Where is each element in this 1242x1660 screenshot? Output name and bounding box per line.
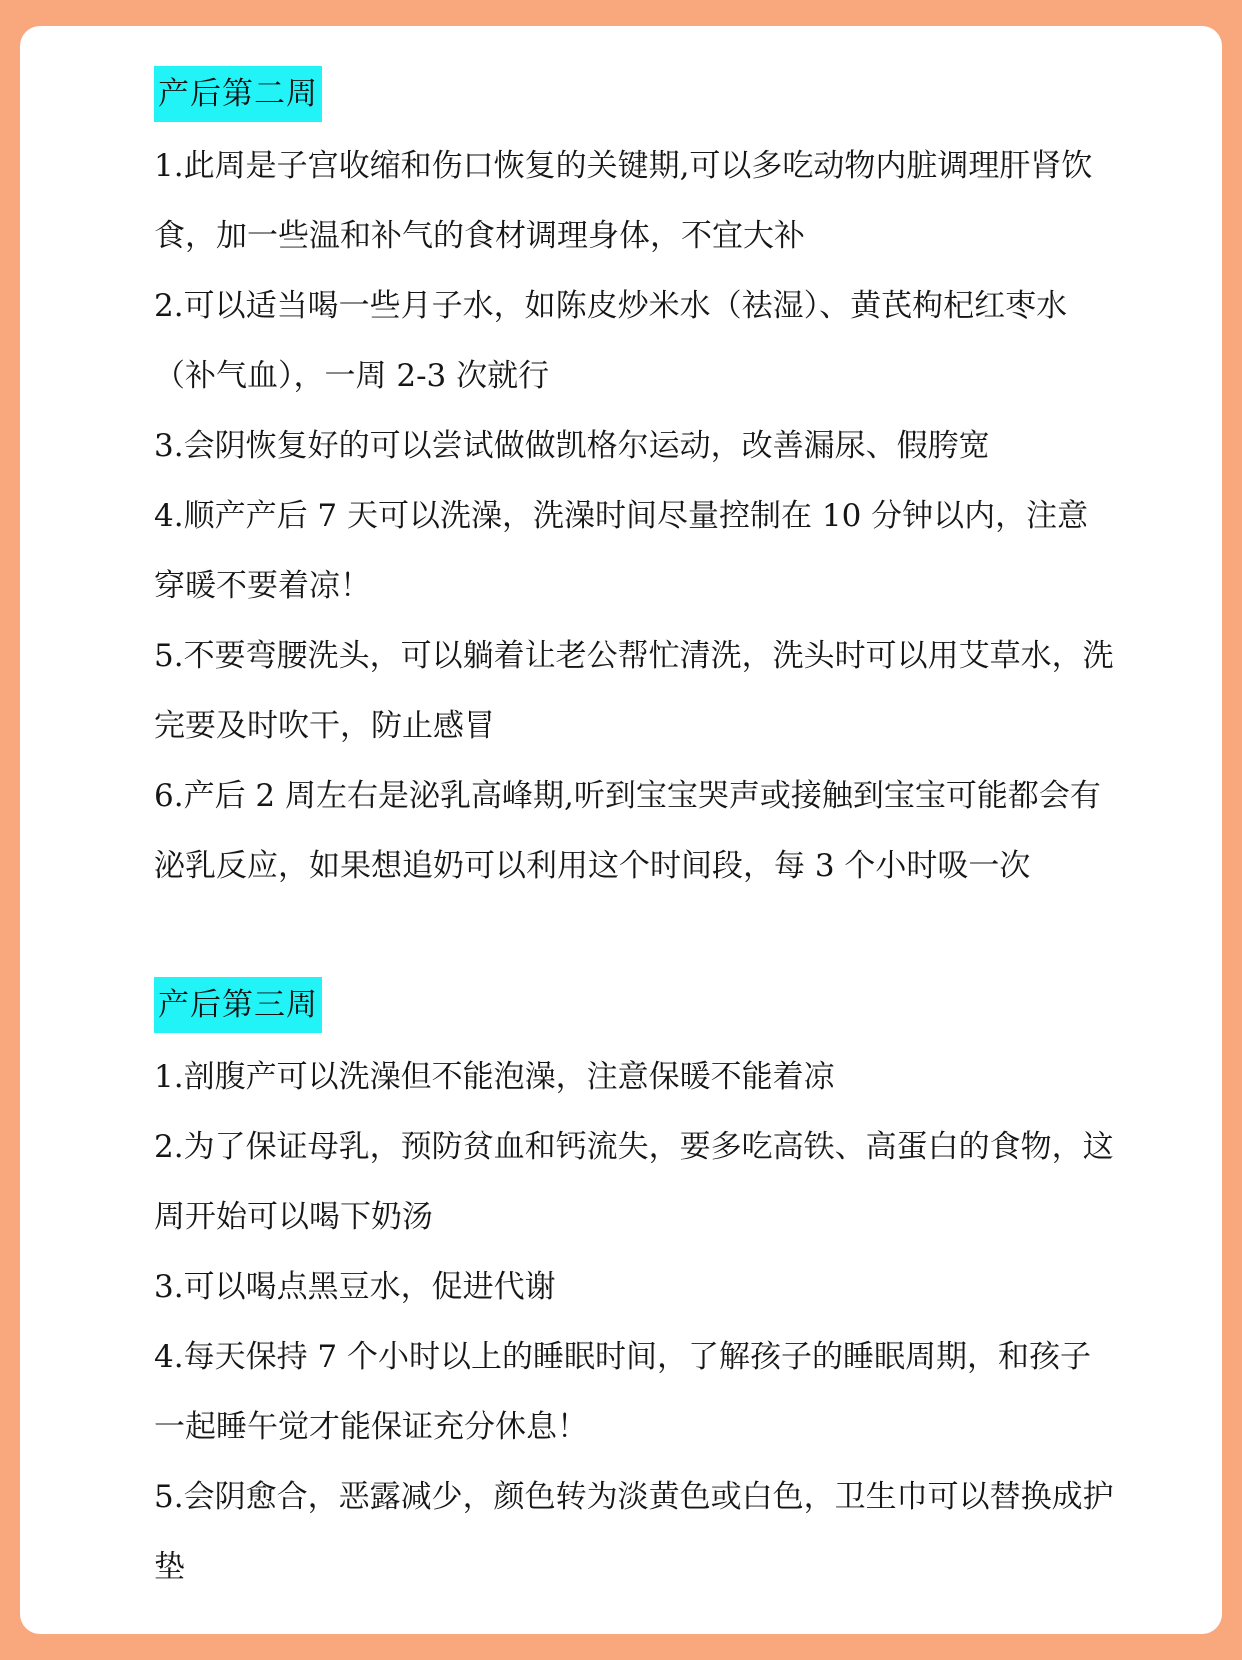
list-item: 5.会阴愈合，恶露减少，颜色转为淡黄色或白色，卫生巾可以替换成护垫 bbox=[154, 1479, 1114, 1585]
section-title: 产后第三周 bbox=[154, 977, 322, 1033]
list-item: 1.剖腹产可以洗澡但不能泡澡，注意保暖不能着凉 bbox=[154, 1059, 835, 1095]
list-item: 4.顺产产后 7 天可以洗澡，洗澡时间尽量控制在 10 分钟以内，注意穿暖不要着凉！ bbox=[154, 498, 1089, 604]
section-title: 产后第二周 bbox=[154, 66, 322, 122]
list-item: 2.可以适当喝一些月子水，如陈皮炒米水（祛湿）、黄芪枸杞红枣水（补气血），一周 2-3 次就行 bbox=[154, 288, 1068, 394]
section-week-two bbox=[154, 66, 1114, 901]
list-item: 3.可以喝点黑豆水，促进代谢 bbox=[154, 1269, 556, 1305]
list-item: 1.此周是子宫收缩和伤口恢复的关键期,可以多吃动物内脏调理肝肾饮食，加一些温和补气的食材调理身体，不宜大补 bbox=[154, 148, 1093, 254]
section-week-three bbox=[154, 977, 1114, 1602]
list-item: 3.会阴恢复好的可以尝试做做凯格尔运动，改善漏尿、假胯宽 bbox=[154, 428, 990, 464]
list-item: 2.为了保证母乳，预防贫血和钙流失，要多吃高铁、高蛋白的食物，这周开始可以喝下奶汤 bbox=[154, 1129, 1114, 1235]
list-item: 6.产后 2 周左右是泌乳高峰期,听到宝宝哭声或接触到宝宝可能都会有泌乳反应，如果想追奶可以利用这个时间段，每 3 个小时吸一次 bbox=[154, 778, 1101, 884]
list-item: 5.不要弯腰洗头，可以躺着让老公帮忙清洗，洗头时可以用艾草水，洗完要及时吹干，防止感冒 bbox=[154, 638, 1114, 744]
list-item: 4.每天保持 7 个小时以上的睡眠时间，了解孩子的睡眠周期，和孩子一起睡午觉才能保证充分休息！ bbox=[154, 1339, 1092, 1445]
content-card bbox=[20, 26, 1222, 1634]
item-list bbox=[154, 1042, 1114, 1602]
item-list bbox=[154, 131, 1114, 901]
